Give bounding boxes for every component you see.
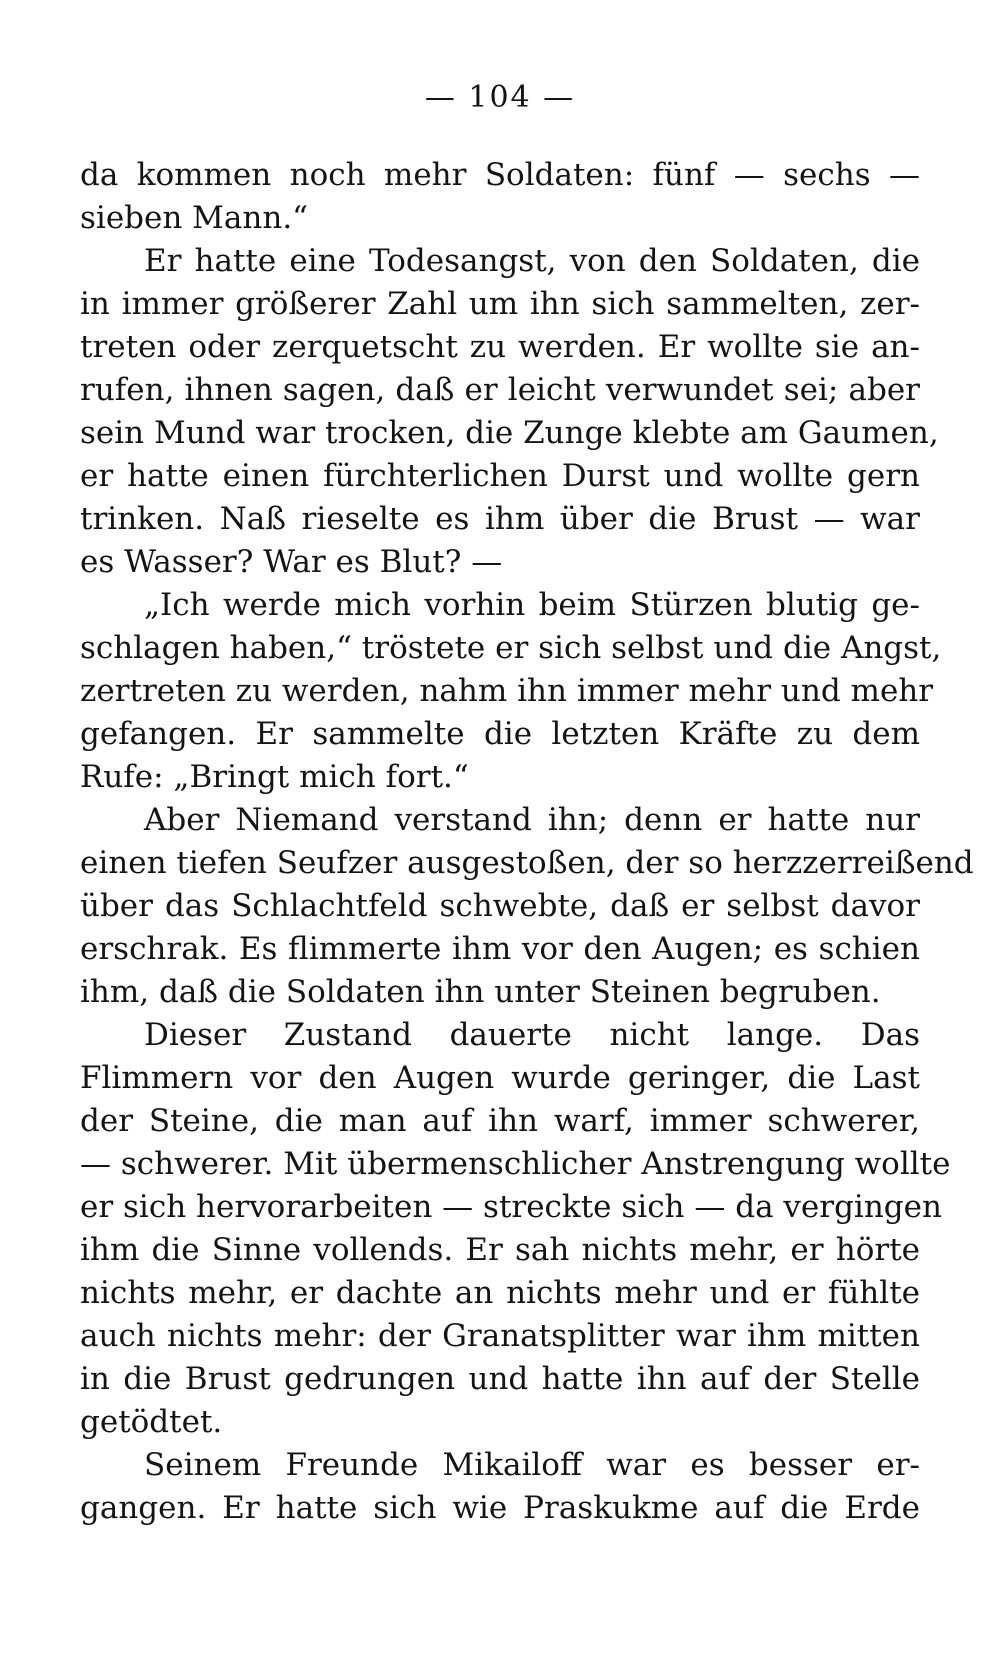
text-line: in die Brust gedrungen und hatte ihn auf der Stelle: [80, 1361, 920, 1397]
text-line: — schwerer. Mit übermenschlicher Anstrengung wollte: [80, 1146, 951, 1182]
text-line: ihm die Sinne vollends. Er sah nichts mehr, er hörte: [80, 1232, 920, 1268]
text-line: einen tiefen Seufzer ausgestoßen, der so herzzerreißend: [80, 845, 974, 881]
text-line: erschrak. Es flimmerte ihm vor den Augen; es schien: [80, 931, 920, 967]
text-line: trinken. Naß rieselte es ihm über die Brust — war: [80, 501, 920, 537]
text-line: ihm, daß die Soldaten ihn unter Steinen begruben.: [80, 974, 881, 1010]
text-line: in immer größerer Zahl um ihn sich sammelten, zer-: [80, 286, 920, 322]
text-line: Rufe: „Bringt mich fort.“: [80, 759, 469, 795]
text-line: sieben Mann.“: [80, 200, 309, 236]
text-line: getödtet.: [80, 1404, 223, 1440]
text-line: Seinem Freunde Mikailoff war es besser er-: [144, 1447, 920, 1483]
text-line: er hatte einen fürchterlichen Durst und wollte gern: [80, 458, 920, 494]
text-line: schlagen haben,“ tröstete er sich selbst und die Angst,: [80, 630, 942, 666]
text-line: Flimmern vor den Augen wurde geringer, die Last: [80, 1060, 920, 1096]
text-line: gefangen. Er sammelte die letzten Kräfte zu dem: [80, 716, 920, 752]
text-line: „Ich werde mich vorhin beim Stürzen blutig ge-: [144, 587, 920, 623]
text-line: er sich hervorarbeiten — streckte sich — da vergingen: [80, 1189, 942, 1225]
text-line: über das Schlachtfeld schwebte, daß er selbst davor: [80, 888, 920, 924]
text-line: treten oder zerquetscht zu werden. Er wollte sie an-: [80, 329, 920, 365]
text-line: es Wasser? War es Blut? —: [80, 544, 503, 580]
text-line: Aber Niemand verstand ihn; denn er hatte nur: [144, 802, 920, 838]
text-line: Dieser Zustand dauerte nicht lange. Das: [144, 1017, 920, 1053]
text-line: sein Mund war trocken, die Zunge klebte am Gaumen,: [80, 415, 939, 451]
body-text: [80, 154, 974, 1530]
text-line: auch nichts mehr: der Granatsplitter war ihm mitten: [80, 1318, 920, 1354]
text-line: nichts mehr, er dachte an nichts mehr und er fühlte: [80, 1275, 920, 1311]
text-line: der Steine, die man auf ihn warf, immer schwerer,: [80, 1103, 920, 1139]
text-line: gangen. Er hatte sich wie Praskukme auf die Erde: [80, 1490, 920, 1526]
text-line: rufen, ihnen sagen, daß er leicht verwundet sei; aber: [80, 372, 920, 408]
page-number: — 104 —: [424, 80, 576, 115]
text-line: zertreten zu werden, nahm ihn immer mehr und mehr: [80, 673, 934, 709]
text-line: Er hatte eine Todesangst, von den Soldaten, die: [144, 243, 920, 279]
text-line: da kommen noch mehr Soldaten: fünf — sechs —: [80, 157, 920, 193]
